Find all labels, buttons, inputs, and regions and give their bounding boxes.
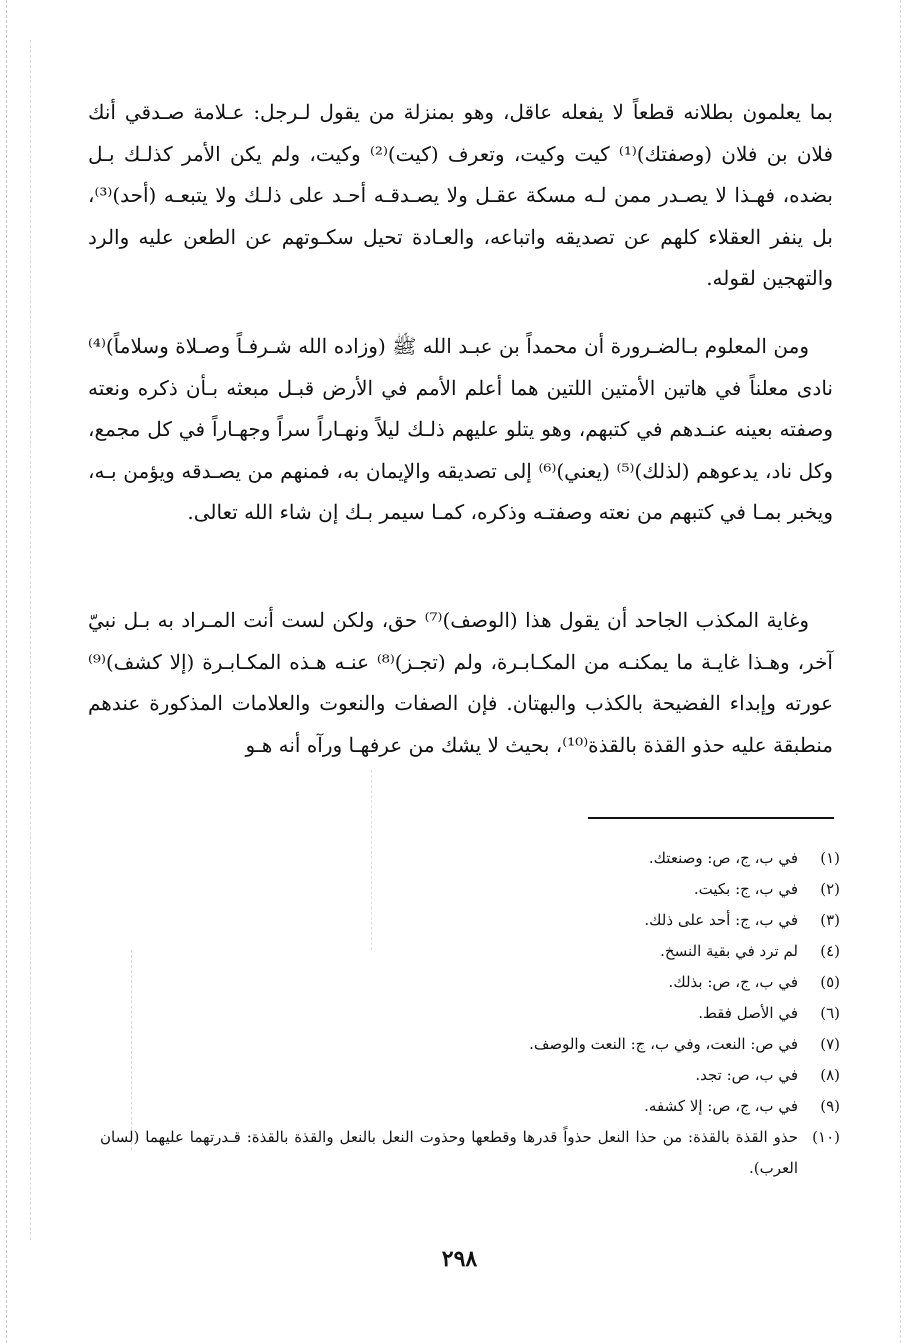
scan-artifact-line (6, 0, 7, 1343)
footnote (100, 967, 840, 998)
footnotes-list (100, 843, 840, 1184)
footnote-number: (٦) (820, 1004, 840, 1022)
footnote (100, 1091, 840, 1122)
footnote-text: لم ترد في بقية النسخ. (660, 942, 798, 960)
footnote (100, 1060, 840, 1091)
page-number: ٢٩٨ (441, 1246, 478, 1272)
body-paragraph: ومن المعلوم بـالضـرورة أن محمداً بن عبـد الله ﷺ (وزاده الله شـرفـاً وصـلاة وسلاماً)⁽⁴⁾ نادى معلناً في هاتين الأمتين اللتين هما أعلم الأمم في الأرض قبـل مبعثه بـأن ذكره ونعته وصفته بعينه عنـدهم في كتبهم، وهو يتلو عليهم ذلـك ليلاً ونهـاراً سراً وجهـاراً في كل مجمع، وكل ناد، يدعوهم (لذلك)⁽⁵⁾ (يعني)⁽⁶⁾ إلى تصديقه والإيمان به، فمنهم من يصـدقه ويؤمن بـه، ويخبر بمـا في كتبهم من نعته وصفتـه وذكره، كمـا سيمر بـك إن شاء الله تعالى. (88, 334, 833, 524)
footnote-number: (١٠) (812, 1128, 840, 1146)
scan-artifact-line (30, 40, 31, 1240)
body-paragraph: وغاية المكذب الجاحد أن يقول هذا (الوصف)⁽⁷⁾ حق، ولكن لست أنت المـراد به بـل نبيّ آخر، وهـذا غايـة ما يمكنـه من المكـابـرة، ولم (تجـز)⁽⁸⁾ عنـه هـذه المكـابـرة (إلا كشف)⁽⁹⁾ عورته وإبداء الفضيحة بالكذب والبهتان. فإن الصفات والنعوت والعلامات المذكورة عندهم منطبقة عليه حذو القذة بالقذة⁽¹⁰⁾، بحيث لا يشك من عرفهـا ورآه أنه هـو (88, 608, 833, 757)
footnote-text: في ص: النعت، وفي ب، ج: النعت والوصف. (529, 1035, 798, 1053)
footnote (100, 1029, 840, 1060)
footnote (100, 1122, 840, 1184)
footnote-text: في ب، ص: تجد. (695, 1066, 798, 1084)
footnote (100, 936, 840, 967)
footnote-number: (٣) (820, 911, 840, 929)
footnote-number: (٧) (820, 1035, 840, 1053)
footnote-text: حذو القذة بالقذة: من حذا النعل حذواً قدرها وقطعها وحذوت النعل بالنعل والقذة بالقذة: قـدرتهما عليهما (لسان العرب). (100, 1128, 798, 1177)
footnote (100, 874, 840, 905)
scan-artifact-line (900, 0, 901, 1343)
footnote-text: في ب، ج: أحد على ذلك. (644, 911, 798, 929)
body-paragraph: بما يعلمون بطلانه قطعاً لا يفعله عاقل، وهو بمنزلة من يقول لـرجل: عـلامة صـدقي أنك فلان بن فلان (وصفتك)⁽¹⁾ كيت وكيت، وتعرف (كيت)⁽²⁾ وكيت، ولم يكن الأمر كذلـك بـل بضده، فهـذا لا يصـدر ممن لـه مسكة عقـل ولا يصـدقـه أحـد على ذلـك ولا يتبعـه (أحد)⁽³⁾، بل ينفر العقلاء كلهم عن تصديقه واتباعه، والعـادة تحيل سكـوتهم عن الطعن عليه والرد والتهجين لقوله. (88, 100, 834, 290)
footnote-text: في الأصل فقط. (698, 1004, 798, 1022)
footnote (100, 998, 840, 1029)
footnote-number: (٥) (820, 973, 840, 991)
footnote-number: (٩) (820, 1097, 840, 1115)
footnote (100, 843, 840, 874)
footnote-number: (١) (820, 849, 840, 867)
footnote-text: في ب، ج، ص: إلا كشفه. (644, 1097, 798, 1115)
footnote-text: في ب، ج، ص: بذلك. (668, 973, 798, 991)
footnote-text: في ب، ج: بكيت. (693, 880, 798, 898)
footnote-number: (٨) (820, 1066, 840, 1084)
footnote (100, 905, 840, 936)
footnote-separator (588, 817, 834, 819)
footnote-number: (٤) (820, 942, 840, 960)
footnote-number: (٢) (820, 880, 840, 898)
footnote-text: في ب، ج، ص: وصنعتك. (648, 849, 798, 867)
